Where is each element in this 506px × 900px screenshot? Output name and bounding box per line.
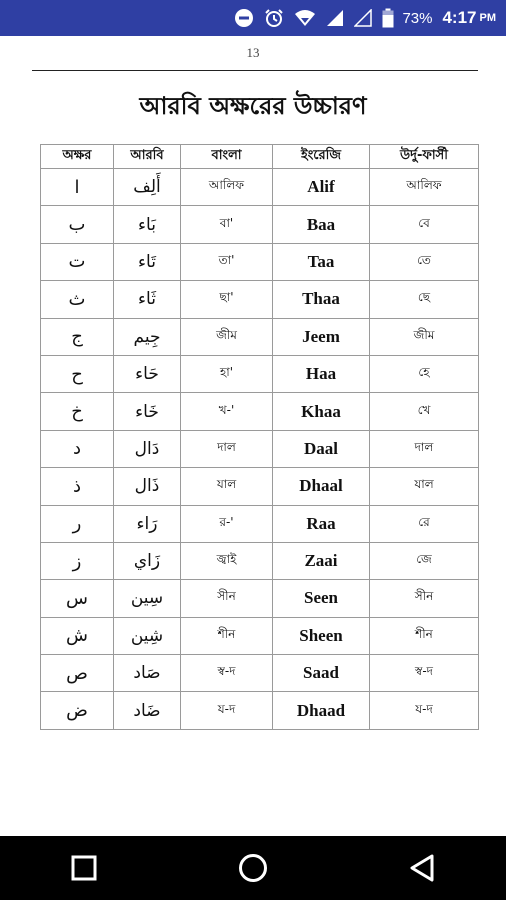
status-bar (0, 0, 506, 36)
back-icon (408, 853, 436, 883)
clock-time: 4:17 (442, 8, 477, 27)
cell-english: Khaa (273, 393, 370, 430)
header-letter: অক্ষর (41, 145, 114, 169)
header-urdu-farsi: উর্দু-ফার্সী (370, 145, 479, 169)
cell-arabic: رَاء (114, 505, 181, 542)
cell-letter: خ (41, 393, 114, 430)
table-body (41, 169, 479, 730)
dnd-icon (234, 8, 254, 28)
cell-bangla: জ্বাই (181, 542, 273, 579)
cell-bangla: স্ব-দ (181, 655, 273, 692)
header-rule (32, 70, 478, 71)
cell-bangla: ছা' (181, 281, 273, 318)
cell-bangla: যাল (181, 468, 273, 505)
cell-urdu-farsi: আলিফ (370, 169, 479, 206)
cell-bangla: দাল (181, 430, 273, 467)
cell-urdu-farsi: স্ব-দ (370, 655, 479, 692)
cell-english: Raa (273, 505, 370, 542)
header-arabic: আরবি (114, 145, 181, 169)
battery-percent: 73% (402, 9, 433, 27)
cell-urdu-farsi: যাল (370, 468, 479, 505)
cell-urdu-farsi: তে (370, 243, 479, 280)
cell-arabic: ضَاد (114, 692, 181, 729)
table-row (41, 580, 479, 617)
cell-letter: س (41, 580, 114, 617)
cell-urdu-farsi: ছে (370, 281, 479, 318)
table-row (41, 355, 479, 392)
table-row (41, 430, 479, 467)
cell-arabic: جِيم (114, 318, 181, 355)
table-row (41, 542, 479, 579)
table-row (41, 206, 479, 243)
cell-letter: ث (41, 281, 114, 318)
header-english: ইংরেজি (273, 145, 370, 169)
cell-letter: ح (41, 355, 114, 392)
cell-letter: ز (41, 542, 114, 579)
cell-bangla: সীন (181, 580, 273, 617)
cell-arabic: تَاء (114, 243, 181, 280)
cell-arabic: أَلِف (114, 169, 181, 206)
signal-icon (326, 9, 344, 27)
home-icon (238, 853, 268, 883)
cell-urdu-farsi: খে (370, 393, 479, 430)
battery-icon (382, 8, 394, 28)
cell-letter: ج (41, 318, 114, 355)
cell-urdu-farsi: শীন (370, 617, 479, 654)
table-row (41, 468, 479, 505)
cell-arabic: سِين (114, 580, 181, 617)
cell-urdu-farsi: রে (370, 505, 479, 542)
cell-english: Sheen (273, 617, 370, 654)
cell-urdu-farsi: হে (370, 355, 479, 392)
cell-bangla: শীন (181, 617, 273, 654)
cell-bangla: আলিফ (181, 169, 273, 206)
table-row (41, 617, 479, 654)
cell-letter: ت (41, 243, 114, 280)
table-row (41, 318, 479, 355)
cell-arabic: ثَاء (114, 281, 181, 318)
cell-letter: ض (41, 692, 114, 729)
recents-icon (71, 855, 97, 881)
cell-letter: ب (41, 206, 114, 243)
cell-english: Daal (273, 430, 370, 467)
cell-arabic: شِين (114, 617, 181, 654)
cell-bangla: হা' (181, 355, 273, 392)
table-row (41, 243, 479, 280)
recents-button[interactable] (54, 838, 114, 898)
cell-bangla: বা' (181, 206, 273, 243)
cell-english: Thaa (273, 281, 370, 318)
cell-arabic: صَاد (114, 655, 181, 692)
cell-english: Zaai (273, 542, 370, 579)
alarm-icon (264, 8, 284, 28)
table-row (41, 281, 479, 318)
page-title: আরবি অক্ষরের উচ্চারণ (139, 91, 367, 120)
cell-english: Baa (273, 206, 370, 243)
cell-arabic: دَال (114, 430, 181, 467)
navigation-bar (0, 836, 506, 900)
cell-bangla: য-দ (181, 692, 273, 729)
cell-english: Haa (273, 355, 370, 392)
cell-english: Alif (273, 169, 370, 206)
table-row (41, 505, 479, 542)
cell-urdu-farsi: জে (370, 542, 479, 579)
cell-english: Dhaad (273, 692, 370, 729)
cell-letter: د (41, 430, 114, 467)
table-row (41, 692, 479, 729)
cell-arabic: حَاء (114, 355, 181, 392)
cell-letter: ذ (41, 468, 114, 505)
cell-arabic: بَاء (114, 206, 181, 243)
cell-arabic: زَاي (114, 542, 181, 579)
cell-letter: ر (41, 505, 114, 542)
home-button[interactable] (223, 838, 283, 898)
table-row (41, 655, 479, 692)
cell-letter: ش (41, 617, 114, 654)
cell-bangla: তা' (181, 243, 273, 280)
cell-bangla: র-' (181, 505, 273, 542)
header-bangla: বাংলা (181, 145, 273, 169)
cell-urdu-farsi: সীন (370, 580, 479, 617)
document-page[interactable] (0, 36, 506, 806)
cell-english: Saad (273, 655, 370, 692)
table-header-row (41, 145, 479, 169)
cell-urdu-farsi: বে (370, 206, 479, 243)
cell-letter: ص (41, 655, 114, 692)
cell-urdu-farsi: জীম (370, 318, 479, 355)
page-number: 13 (246, 45, 260, 60)
cell-english: Taa (273, 243, 370, 280)
cell-english: Dhaal (273, 468, 370, 505)
cell-arabic: خَاء (114, 393, 181, 430)
cell-english: Seen (273, 580, 370, 617)
pronunciation-table (40, 144, 479, 730)
cell-english: Jeem (273, 318, 370, 355)
clock-ampm: PM (479, 12, 496, 24)
wifi-icon (294, 9, 316, 27)
table-row (41, 169, 479, 206)
cell-urdu-farsi: য-দ (370, 692, 479, 729)
signal-empty-icon (354, 9, 372, 27)
table-row (41, 393, 479, 430)
cell-letter: ا (41, 169, 114, 206)
cell-arabic: ذَال (114, 468, 181, 505)
cell-bangla: খ-' (181, 393, 273, 430)
cell-urdu-farsi: দাল (370, 430, 479, 467)
cell-bangla: জীম (181, 318, 273, 355)
back-button[interactable] (392, 838, 452, 898)
